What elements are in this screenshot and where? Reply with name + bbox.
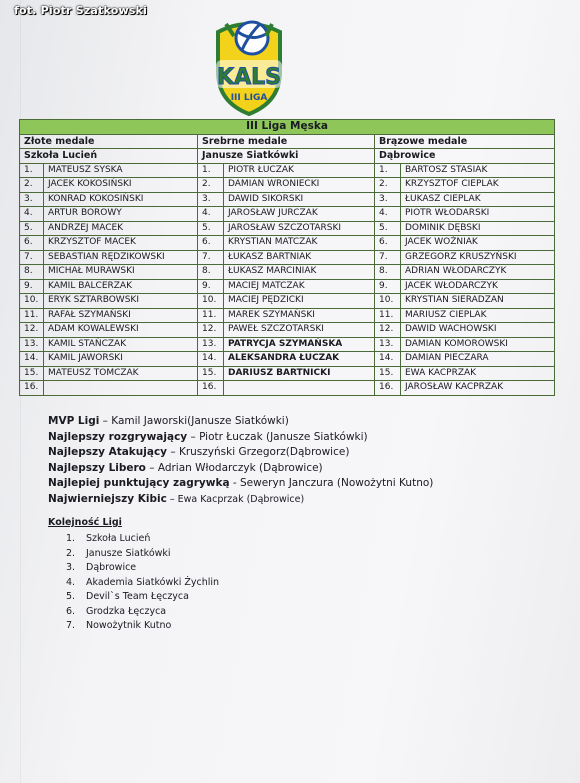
table-row [20,192,555,207]
player-number: 16. [20,381,44,396]
award-value: – Adrian Włodarczyk (Dąbrowice) [145,461,323,474]
player-name: EWA KACPRZAK [401,366,555,381]
table-row [20,207,555,222]
bronze-medal-label: Brązowe medale [375,134,555,149]
player-number: 13. [20,337,44,352]
ranking-title: Kolejność Ligi [48,517,122,528]
player-number: 13. [198,337,224,352]
ranking-pos: 7. [66,620,76,631]
player-number: 1. [375,163,401,178]
player-name: GRZEGORZ KRUSZYŃSKI [401,250,555,265]
award-value: – Kruszyński Grzegorz(Dąbrowice) [167,446,350,458]
award-best-setter [48,430,433,446]
ranking-pos: 3. [66,562,76,573]
ranking-item [66,619,219,634]
table-row [20,250,555,265]
table-row [20,178,555,193]
player-number: 15. [375,366,401,381]
player-number: 2. [375,178,401,193]
ranking-team: Janusze Siatkówki [86,547,171,559]
player-number: 7. [375,250,401,265]
player-number: 14. [20,352,44,367]
player-name: ARTUR BOROWY [44,207,198,222]
awards-list [48,414,433,507]
player-number: 2. [20,178,44,193]
silver-team-name: Janusze Siatkówki [198,149,375,164]
player-name: ŁUKASZ BARTNIAK [224,250,375,265]
player-name: ŁUKASZ MARCINIAK [224,265,375,280]
player-name: ERYK SZTARBOWSKI [44,294,198,309]
player-name [44,381,198,396]
player-name: KAMIL BALCERZAK [44,279,198,294]
ranking-item [66,576,219,591]
gold-team-name: Szkoła Lucień [20,149,198,164]
photo-credit: fot. Piotr Szatkowski [14,4,148,17]
player-name: MACIEJ PĘDZICKI [224,294,375,309]
player-name: MAREK SZYMAŃSKI [224,308,375,323]
silver-medal-label: Srebrne medale [198,134,375,149]
player-name: MARIUSZ CIEPLAK [401,308,555,323]
table-row [20,381,555,396]
ranking-team: Akademia Siatkówki Żychlin [86,576,220,588]
medal-row [20,134,555,149]
ranking-item [66,605,219,620]
player-name: KAMIL STAŃCZAK [44,337,198,352]
ranking-team: Nowożytnik Kutno [86,620,172,631]
ranking-item [66,590,219,605]
player-number: 2. [198,178,224,193]
award-value: – Kamil Jaworski(Janusze Siatkówki) [99,415,289,427]
player-number: 9. [20,279,44,294]
ranking-team: Grodzka Łęczyca [86,605,167,617]
player-number: 8. [20,265,44,280]
award-mvp [48,414,433,430]
ranking-list [66,532,219,634]
player-number: 4. [375,207,401,222]
award-best-libero [48,461,433,477]
player-name: ANDRZEJ MACEK [44,221,198,236]
player-name: JACEK KOKOSIŃSKI [44,178,198,193]
results-table [19,119,555,396]
player-name: KRYSTIAN MATCZAK [224,236,375,251]
player-number: 9. [198,279,224,294]
player-number: 11. [375,308,401,323]
player-number: 10. [20,294,44,309]
logo-text-sub: III LIGA [230,93,268,103]
player-number: 7. [20,250,44,265]
player-name: DAWID SIKORSKI [224,192,375,207]
player-name: DAMIAN KOMOROWSKI [401,337,555,352]
player-name: PATRYCJA SZYMAŃSKA [224,337,375,352]
player-name: ALEKSANDRA ŁUCZAK [224,352,375,367]
player-name: KRZYSZTOF MACEK [44,236,198,251]
gold-medal-label: Złote medale [20,134,198,149]
table-row [20,352,555,367]
player-number: 1. [198,163,224,178]
logo-text-main: KALS [217,65,281,90]
award-value: – Ewa Kacprzak (Dąbrowice) [166,493,305,505]
player-number: 8. [198,265,224,280]
player-number: 13. [375,337,401,352]
player-name [224,381,375,396]
award-label: Najlepszy Libero [48,461,146,474]
table-row [20,236,555,251]
player-number: 14. [198,352,224,367]
table-title: III Liga Męska [20,120,555,135]
player-name: ŁUKASZ CIEPLAK [401,192,555,207]
table-row [20,308,555,323]
table-row [20,221,555,236]
player-number: 11. [198,308,224,323]
player-number: 6. [20,236,44,251]
player-number: 12. [375,323,401,338]
player-name: PIOTR WŁODARSKI [401,207,555,222]
team-row [20,149,555,164]
player-number: 9. [375,279,401,294]
player-number: 15. [20,366,44,381]
table-row [20,163,555,178]
award-label: Najlepszy rozgrywający [48,430,188,443]
player-name: JACEK WŁODARCZYK [401,279,555,294]
player-name: JACEK WOŹNIAK [401,236,555,251]
table-row [20,265,555,280]
player-name: DOMINIK DĘBSKI [401,221,555,236]
player-number: 6. [198,236,224,251]
player-number: 14. [375,352,401,367]
player-number: 6. [375,236,401,251]
table-row [20,294,555,309]
player-number: 10. [198,294,224,309]
player-name: MATEUSZ SYSKA [44,163,198,178]
award-label: MVP Ligi [48,415,100,427]
player-name: JAROSŁAW JURCZAK [224,207,375,222]
award-value: – Piotr Łuczak (Janusze Siatkówki) [187,430,368,443]
player-name: SEBASTIAN RĘDZIKOWSKI [44,250,198,265]
ranking-item [66,532,219,547]
award-best-fan [48,492,433,508]
player-number: 3. [375,192,401,207]
table-row [20,279,555,294]
player-name: JAROSŁAW SZCZOTARSKI [224,221,375,236]
player-name: MICHAŁ MURAWSKI [44,265,198,280]
ranking-pos: 6. [66,605,76,617]
player-number: 5. [198,221,224,236]
ranking-team: Dąbrowice [86,562,137,573]
player-number: 12. [198,323,224,338]
player-number: 8. [375,265,401,280]
player-name: KONRAD KOKOSIŃSKI [44,192,198,207]
player-number: 16. [198,381,224,396]
player-name: BARTOSZ STASIAK [401,163,555,178]
player-number: 5. [375,221,401,236]
award-best-attacker [48,445,433,461]
player-number: 1. [20,163,44,178]
ranking-team: Szkoła Lucień [86,533,151,544]
table-row [20,337,555,352]
ranking-pos: 1. [66,533,76,544]
award-label: Najlepszy Atakujący [48,446,168,458]
player-name: MATEUSZ TOMCZAK [44,366,198,381]
award-label: Najlepiej punktujący zagrywką [48,477,230,489]
player-name: ADRIAN WŁODARCZYK [401,265,555,280]
player-number: 3. [20,192,44,207]
award-best-server [48,476,433,492]
player-name: PIOTR ŁUCZAK [224,163,375,178]
player-name: DAMIAN PIECZARA [401,352,555,367]
player-name: DAMIAN WRONIECKI [224,178,375,193]
player-name: KRYSTIAN SIERADZAN [401,294,555,309]
ranking-team: Devil`s Team Łęczyca [86,591,189,602]
player-number: 12. [20,323,44,338]
player-name: RAFAŁ SZYMAŃSKI [44,308,198,323]
ranking-pos: 5. [66,591,76,602]
player-number: 4. [20,207,44,222]
player-number: 11. [20,308,44,323]
ranking-item [66,547,219,562]
ranking-pos: 2. [66,547,76,559]
player-number: 5. [20,221,44,236]
league-logo [208,14,290,118]
player-name: MACIEJ MATCZAK [224,279,375,294]
ranking-item [66,561,219,576]
player-name: PAWEŁ SZCZOTARSKI [224,323,375,338]
player-name: KAMIL JAWORSKI [44,352,198,367]
table-row [20,323,555,338]
table-title-row [20,120,555,135]
table-row [20,366,555,381]
player-name: ADAM KOWALEWSKI [44,323,198,338]
player-number: 4. [198,207,224,222]
player-name: KRZYSZTOF CIEPLAK [401,178,555,193]
player-number: 7. [198,250,224,265]
player-number: 16. [375,381,401,396]
ranking-pos: 4. [66,576,76,588]
award-value: - Seweryn Janczura (Nowożytni Kutno) [229,477,434,489]
player-name: JAROSŁAW KACPRZAK [401,381,555,396]
player-number: 10. [375,294,401,309]
player-name: DARIUSZ BARTNICKI [224,366,375,381]
award-label: Najwierniejszy Kibic [48,492,167,505]
bronze-team-name: Dąbrowice [375,149,555,164]
player-number: 15. [198,366,224,381]
player-number: 3. [198,192,224,207]
player-name: DAWID WACHOWSKI [401,323,555,338]
